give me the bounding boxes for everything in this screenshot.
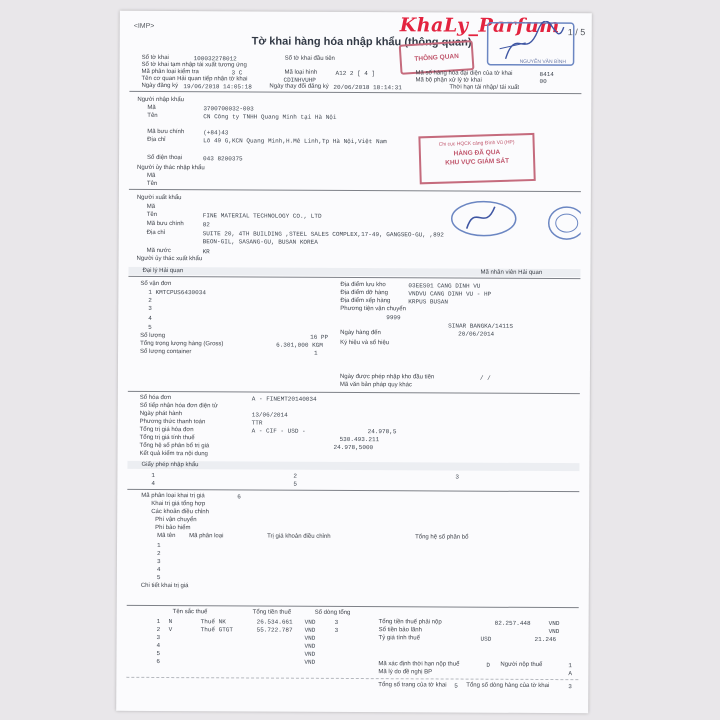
value-dia-diem-do-hang: VNDVU CANG DINH VU - HP xyxy=(408,290,492,298)
divider xyxy=(127,605,579,608)
label-nguoi-nop-thue: Người nộp thuế xyxy=(500,661,543,668)
zone-stamp-line-1: Chi cục HQCK cảng Đình Vũ (HP) xyxy=(438,139,515,148)
tax-line-code: V xyxy=(168,626,173,634)
zone-stamp-line-3: KHU VỰC GIÁM SÁT xyxy=(445,157,510,167)
label-hoa-don-dien-tu: Số tiếp nhận hóa đơn điện tử xyxy=(139,402,218,410)
valuation-row-1: 1 xyxy=(157,541,161,549)
label-ten-co-quan: Tên cơ quan Hải quan tiếp nhận tờ khai xyxy=(141,75,248,83)
label-tong-tri-gia-hoa-don: Tổng trị giá hóa đơn xyxy=(139,426,194,434)
label-ngay-nhap-kho-dau-tien: Ngày được phép nhập kho đầu tiên xyxy=(339,373,435,381)
page-number: 1 / 5 xyxy=(567,27,586,38)
tax-line-currency: VND xyxy=(304,618,316,626)
watermark: KhaLy_Parfum xyxy=(399,14,560,38)
label-tong-tri-gia-tinh-thue: Tổng trị giá tính thuế xyxy=(139,434,195,442)
value-exporter-dia-chi-2: BEON-GIL, SASANG-GU, BUSAN KOREA xyxy=(202,238,318,246)
label-importer-buu-chinh: Mã bưu chính xyxy=(147,128,185,136)
label-so-to-khai: Số tờ khai xyxy=(141,54,169,62)
value-importer-ten: CN Công ty TNHH Quang Minh tại Hà Nội xyxy=(203,113,337,121)
label-tong-trong-luong: Tổng trọng lượng hàng (Gross) xyxy=(140,340,224,348)
value-ma-loai-hinh: A12 2 [ 4 ] xyxy=(335,69,376,78)
document-title: Tờ khai hàng hóa nhập khẩu (thông quan) xyxy=(251,35,472,49)
value-exporter-dia-chi-1: SUITE 20, 4TH BUILDING ,STEEL SALES COMPLEX,17-49, GANGSEO-GU, ,892 xyxy=(202,230,444,239)
tax-line-no: 4 xyxy=(156,641,161,649)
value-so-luong: 16 PP xyxy=(310,333,329,341)
value-importer-dia-chi: Lô 49 G,KCN Quang Minh,H.Mê Linh,Tp Hà Nội,Việt Nam xyxy=(203,137,387,146)
label-phi-bao-hiem: Phí bảo hiểm xyxy=(155,524,191,532)
value-ty-gia-currency: USD xyxy=(480,635,492,643)
value-tong-trong-luong: 6.301,000 KGM xyxy=(276,341,323,349)
label-so-luong: Số lượng xyxy=(140,332,166,340)
value-tong-tri-gia-tinh-thue: 530.493.211 xyxy=(339,435,380,444)
value-van-don-row-4: 4 xyxy=(148,314,152,322)
label-tri-gia-khoan-dieu-chinh: Trị giá khoản điều chỉnh xyxy=(267,533,331,540)
value-ma-ly-do-de-nghi: A xyxy=(568,670,572,678)
label-phuong-thuc-thanh-toan: Phương thức thanh toán xyxy=(139,418,206,426)
value-importer-buu-chinh: (+84)43 xyxy=(203,129,229,137)
imp-tag: <IMP> xyxy=(133,22,155,30)
tax-line-no: 5 xyxy=(156,649,161,657)
value-importer-dien-thoai: 043 8200375 xyxy=(203,155,243,163)
tax-line-currency: VND xyxy=(304,658,316,666)
label-ma-so-hang-hoa: Mã số hàng hóa đại diện của tờ khai xyxy=(415,70,513,77)
label-ma-phan-loai-khai-tri-gia: Mã phân loại khai trị giá xyxy=(141,492,205,500)
tax-line-no: 3 xyxy=(156,633,161,641)
value-phuong-thuc-thanh-toan: TTR xyxy=(251,419,263,427)
value-phuong-tien-ten: SINAR BANGKA/1411S xyxy=(448,322,514,330)
tax-line-name: Thuế GTGT xyxy=(200,626,234,634)
label-exporter-ten: Tên xyxy=(146,211,158,218)
label-tong-tien-thue-phai-nop: Tổng tiền thuế phải nộp xyxy=(378,619,442,626)
label-importer-dien-thoai: Số điện thoại xyxy=(147,154,183,162)
tax-line-currency: VND xyxy=(304,650,316,658)
label-nguoi-uy-thac-nk: Người ủy thác nhập khẩu xyxy=(136,164,205,172)
value-tong-tri-gia-hoa-don: 24.978,5 xyxy=(367,428,397,436)
label-dia-diem-luu-kho: Địa điểm lưu kho xyxy=(340,281,386,289)
label-so-tien-bao-lanh: Số tiền bảo lãnh xyxy=(378,627,422,634)
label-so-to-khai-dau-tien: Số tờ khai đầu tiên xyxy=(284,55,335,62)
value-so-luong-container: 1 xyxy=(314,349,318,357)
value-nguoi-nop-thue: 1 xyxy=(568,662,573,670)
tax-line-no: 2 xyxy=(156,625,161,633)
tax-line-code: N xyxy=(168,618,173,626)
value-tong-he-so-phan-bo: 24.978,5000 xyxy=(333,443,374,452)
value-phuong-tien-ma: 9999 xyxy=(386,314,401,322)
label-ma-xac-dinh-thoi-han: Mã xác định thời hạn nộp thuế xyxy=(378,661,460,668)
divider xyxy=(128,391,580,394)
tax-line-amount: 26.534.661 xyxy=(256,618,293,626)
gp-row-1: 1 xyxy=(151,471,156,479)
valuation-row-5: 5 xyxy=(156,573,161,581)
value-ma-phan-loai-khai-tri-gia: 6 xyxy=(237,493,241,501)
valuation-row-4: 4 xyxy=(156,565,161,573)
label-nhan-vien-hai-quan: Mã nhân viên Hải quan xyxy=(480,269,543,276)
label-uy-thac-nk-ten: Tên xyxy=(146,180,158,187)
label-importer-ma: Mã xyxy=(147,104,156,111)
label-ma-bo-phan: Mã bộ phận xử lý tờ khai xyxy=(415,77,482,84)
gp-row-2: 2 xyxy=(293,472,298,480)
customs-declaration-sheet xyxy=(116,11,592,713)
label-dia-diem-do-hang: Địa điểm dỡ hàng xyxy=(340,289,389,297)
label-ma-van-ban-phap-quy: Mã văn bản pháp quy khác xyxy=(339,381,412,389)
label-ma-phan-loai-kiem-tra: Mã phân loại kiểm tra xyxy=(141,68,199,76)
label-so-luong-container: Số lượng container xyxy=(140,348,192,356)
divider xyxy=(127,489,579,492)
tax-line-currency: VND xyxy=(304,634,316,642)
label-tong-so-trang: Tổng số trang của tờ khai xyxy=(378,682,447,689)
gp-row-4: 4 xyxy=(151,479,155,487)
value-exporter-buu-chinh: 82 xyxy=(202,221,210,229)
label-so-dong-tong: Số dòng tổng xyxy=(314,609,351,616)
label-cac-khoan-dieu-chinh: Các khoản điều chỉnh xyxy=(151,508,209,516)
value-ma-phan-loai-kiem-tra: 3 C xyxy=(231,69,243,77)
officer-name: NGUYỄN VĂN BÌNH xyxy=(519,58,566,66)
label-so-hoa-don: Số hóa đơn xyxy=(139,394,172,402)
tax-line-currency: VND xyxy=(304,642,316,650)
value-so-to-khai: 100032278012 xyxy=(193,55,237,63)
valuation-row-2: 2 xyxy=(156,549,161,557)
value-tong-so-dong-hang: 3 xyxy=(568,683,572,691)
value-ten-co-quan: CDINHVUHP xyxy=(283,76,316,84)
label-ngay-thay-doi: Ngày thay đổi đăng ký xyxy=(269,83,329,90)
label-dia-diem-xep-hang: Địa điểm xếp hàng xyxy=(340,297,391,305)
label-to-khai-tam-nhap: Số tờ khai tạm nhập tái xuất tương ứng xyxy=(141,61,247,69)
label-phuong-tien-van-chuyen: Phương tiện vận chuyển xyxy=(340,305,406,313)
label-importer-dia-chi: Địa chỉ xyxy=(147,136,166,144)
value-ma-so-hang-hoa: 8414 xyxy=(539,70,554,79)
divider xyxy=(129,189,581,192)
label-ngay-phat-hanh: Ngày phát hành xyxy=(139,410,183,418)
customs-stamp-title: THÔNG QUAN xyxy=(414,53,460,63)
value-exporter-ten: FINE MATERIAL TECHNOLOGY CO., LTD xyxy=(202,212,322,220)
label-ma-phan-loai: Mã phân loại xyxy=(189,533,224,540)
value-dia-diem-xep-hang: KRPUS BUSAN xyxy=(408,298,448,306)
label-tong-he-so-phan-bo: Tổng hệ số phân bổ trị giá xyxy=(139,442,210,450)
gp-row-5: 5 xyxy=(293,480,297,488)
tax-line-currency: VND xyxy=(304,626,316,634)
label-nguoi-nhap-khau: Người nhập khẩu xyxy=(137,96,185,104)
label-khai-tri-gia-tong-hop: Khai trị giá tổng hợp xyxy=(151,500,206,508)
tax-line-name: Thuế NK xyxy=(200,618,226,626)
supervision-zone-stamp xyxy=(418,133,535,184)
value-ngay-phat-hanh: 13/06/2014 xyxy=(251,411,288,419)
label-thoi-han: Thời hạn tái nhập/ tái xuất xyxy=(449,84,520,91)
value-van-don-row-5: 5 xyxy=(148,323,152,331)
value-ngay-hang-den: 20/06/2014 xyxy=(458,330,495,338)
value-van-don-row-3: 3 xyxy=(148,304,152,312)
label-ma-ten: Mã tên xyxy=(157,532,176,540)
divider xyxy=(129,91,581,94)
label-exporter-dia-chi: Địa chỉ xyxy=(146,229,166,237)
value-bao-lanh-currency: VND xyxy=(548,628,560,636)
tax-line-count: 3 xyxy=(334,618,339,626)
label-nguoi-uy-thac-xk: Người ủy thác xuất khẩu xyxy=(136,255,203,263)
value-tong-tien-thue-phai-nop: 82.257.448 xyxy=(494,619,531,627)
value-tong-so-trang: 5 xyxy=(454,682,458,690)
tax-line-amount: 55.722.787 xyxy=(256,626,293,634)
tax-line-no: 1 xyxy=(156,617,161,625)
label-tong-he-so-pb: Tổng hệ số phân bổ xyxy=(415,534,469,541)
label-exporter-buu-chinh: Mã bưu chính xyxy=(146,220,184,228)
value-van-don-row-2: 2 xyxy=(148,296,152,304)
label-ty-gia-tinh-thue: Tỷ giá tính thuế xyxy=(378,635,420,642)
value-ngay-dang-ky: 19/06/2018 14:05:18 xyxy=(183,83,252,91)
label-ket-qua-kiem-tra: Kết quả kiểm tra nội dung xyxy=(139,450,208,458)
label-exporter-nuoc: Mã nước xyxy=(146,247,171,255)
label-ky-hieu-so-hieu: Ký hiệu và số hiệu xyxy=(340,339,390,347)
right-seal-icon xyxy=(545,203,581,243)
value-van-don-1: 1 KMTCPUS6430034 xyxy=(148,288,206,297)
label-ngay-hang-den: Ngày hàng đến xyxy=(340,329,381,337)
tax-line-no: 6 xyxy=(156,657,161,665)
label-giay-phep-nhap-khau: Giấy phép nhập khẩu xyxy=(141,461,199,469)
value-phai-nop-currency: VND xyxy=(548,620,560,628)
tax-line-count: 3 xyxy=(334,626,339,634)
value-dia-diem-luu-kho: 03EES01 CANG DINH VU xyxy=(408,282,481,290)
value-dieu-kien-gia: A - CIF - USD - xyxy=(251,427,306,435)
label-ngay-dang-ky: Ngày đăng ký xyxy=(141,82,179,90)
label-so-van-don: Số vận đơn xyxy=(140,280,172,288)
label-tong-tien-thue: Tổng tiền thuế xyxy=(252,609,292,616)
value-ty-gia-tinh-thue: 21.246 xyxy=(534,635,557,644)
label-uy-thac-nk-ma: Mã xyxy=(146,172,156,179)
gp-row-3: 3 xyxy=(455,473,460,481)
label-ma-ly-do-de-nghi: Mã lý do đề nghị BP xyxy=(378,669,433,676)
value-importer-ma: 3700700032-003 xyxy=(203,105,254,113)
valuation-row-3: 3 xyxy=(156,557,161,565)
value-exporter-nuoc: KR xyxy=(202,248,210,256)
label-phi-van-chuyen: Phí vận chuyển xyxy=(155,516,197,524)
label-dai-ly-hai-quan: Đại lý Hải quan xyxy=(142,267,184,275)
divider xyxy=(126,677,578,680)
label-tong-so-dong-hang: Tổng số dòng hàng của tờ khai xyxy=(466,682,550,690)
label-ten-sac-thue: Tên sắc thuế xyxy=(172,609,208,616)
label-chi-tiet-khai-tri-gia: Chi tiết khai trị giá xyxy=(140,582,189,590)
label-exporter-ma: Mã xyxy=(146,203,156,210)
label-ma-loai-hinh: Mã loại hình xyxy=(284,69,318,76)
value-so-hoa-don: A - FINEMT20140034 xyxy=(251,395,317,403)
zone-stamp-line-2: HÀNG ĐÃ QUA xyxy=(453,148,501,158)
value-ngay-nhap-kho-dau-tien: / / xyxy=(479,374,491,382)
value-ma-bo-phan: 00 xyxy=(539,77,547,86)
label-importer-ten: Tên xyxy=(147,112,158,119)
customs-round-seal-icon xyxy=(449,198,519,238)
value-ngay-thay-doi: 20/06/2018 18:14:31 xyxy=(333,83,402,92)
label-nguoi-xuat-khau: Người xuất khẩu xyxy=(136,194,182,202)
value-ma-xac-dinh-thoi-han: D xyxy=(486,661,491,669)
